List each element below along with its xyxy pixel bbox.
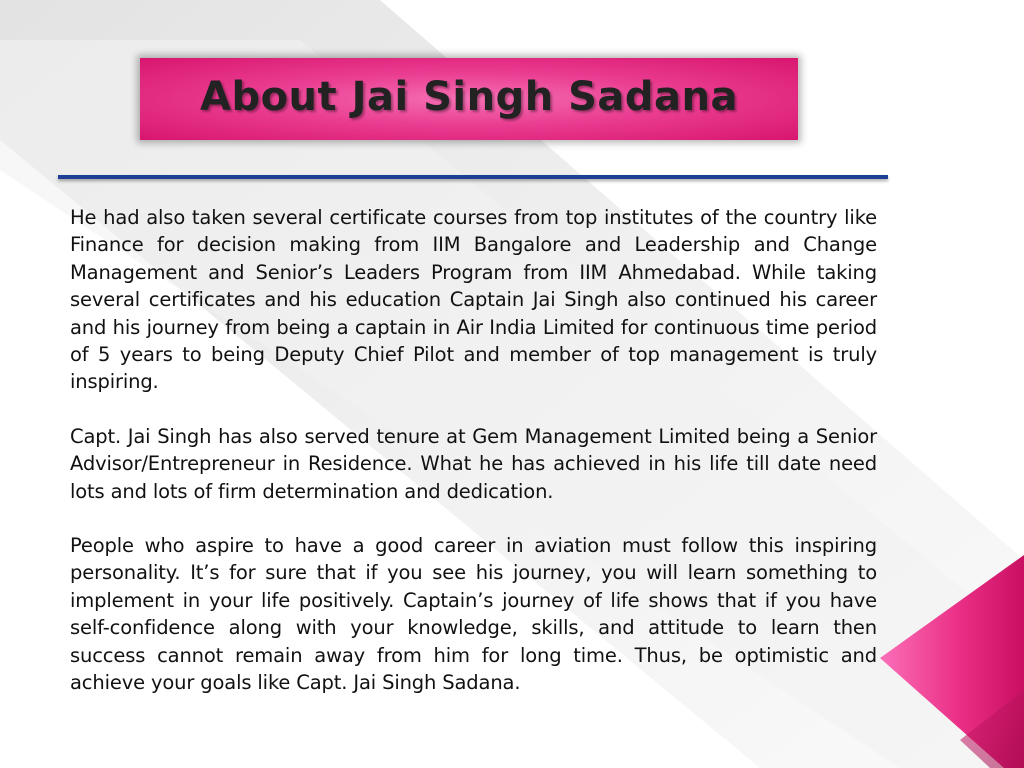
- title-banner: [140, 58, 798, 140]
- body-content: [70, 204, 877, 724]
- page-title: About Jai Singh Sadana: [199, 74, 739, 120]
- paragraph: People who aspire to have a good career in aviation must follow this inspiring personality. It’s for sure that if you see his journey, you will learn something to implement in your life positively. Captain’s journey of life shows that if you have self-confidence along with your knowledge, skills, and attitude to learn then success cannot remain away from him for long time. Thus, be optimistic and achieve your goals like Capt. Jai Singh Sadana.: [70, 534, 877, 695]
- paragraph: Capt. Jai Singh has also served tenure at Gem Management Limited being a Senior Advisor/Entrepreneur in Residence. What he has achieved in his life till date need lots and lots of firm determination and dedication.: [70, 424, 877, 503]
- paragraph: He had also taken several certificate courses from top institutes of the country like Finance for decision making from IIM Bangalore and Leadership and Change Management and Senior’s Leaders Program from IIM Ahmedabad. While taking several certificates and his education Captain Jai Singh also continued his career and his journey from being a captain in Air India Limited for continuous time period of 5 years to being Deputy Chief Pilot and member of top management is truly inspiring.: [70, 206, 877, 394]
- title-divider: [58, 175, 888, 179]
